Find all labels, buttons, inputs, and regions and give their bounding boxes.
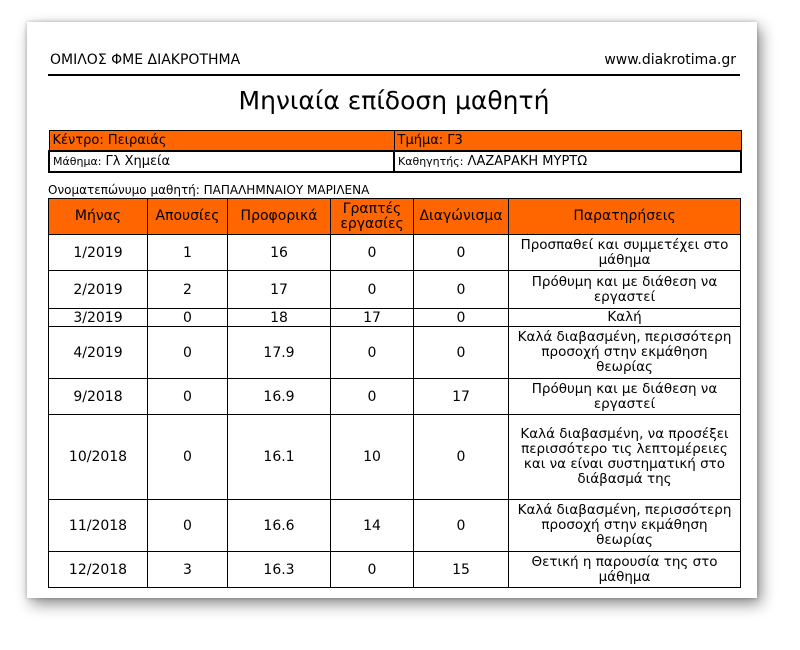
cell-oral: 16.9: [228, 379, 331, 415]
page-header: [48, 50, 738, 72]
cell-written: 17: [331, 309, 414, 327]
org-name: ΟΜΙΛΟΣ ΦΜΕ ΔΙΑΚΡΟΤΗΜΑ: [50, 52, 241, 68]
cell-notes: Προσπαθεί και συμμετέχει στο μάθημα: [509, 235, 741, 271]
cell-written: 14: [331, 500, 414, 552]
table-row: [49, 500, 741, 552]
page-title: Μηνιαία επίδοση μαθητή: [238, 86, 550, 115]
cell-absences: 0: [148, 379, 228, 415]
cell-absences: 0: [148, 500, 228, 552]
cell-test: 17: [414, 379, 509, 415]
student-name: Ονοματεπώνυμο μαθητή: ΠΑΠΑΛΗΜΝΑΙΟΥ ΜΑΡΙΛΕΝΑ: [48, 183, 370, 197]
cell-written: 0: [331, 327, 414, 379]
cell-month: 1/2019: [49, 235, 148, 271]
cell-test: 15: [414, 552, 509, 588]
website-link[interactable]: www.diakrotima.gr: [604, 52, 736, 68]
cell-oral: 16.3: [228, 552, 331, 588]
cell-test: 0: [414, 327, 509, 379]
table-row: [49, 271, 741, 309]
center-cell: Κέντρο: Πειραιάς: [49, 131, 394, 152]
cell-notes: Καλή: [509, 309, 741, 327]
cell-written: 0: [331, 552, 414, 588]
teacher-value: ΛΑΖΑΡΑΚΗ ΜΥΡΤΩ: [467, 154, 588, 169]
cell-test: 0: [414, 500, 509, 552]
cell-test: 0: [414, 235, 509, 271]
cell-notes: Πρόθυμη και με διάθεση να εργαστεί: [509, 271, 741, 309]
col-header-absences: Απουσίες: [148, 199, 228, 235]
cell-month: 4/2019: [49, 327, 148, 379]
teacher-cell: [394, 151, 741, 172]
cell-oral: 16.6: [228, 500, 331, 552]
cell-written: 0: [331, 271, 414, 309]
col-header-test: Διαγώνισμα: [414, 199, 509, 235]
cell-month: 10/2018: [49, 415, 148, 500]
teacher-label: Καθηγητής:: [398, 155, 464, 168]
cell-month: 9/2018: [49, 379, 148, 415]
col-header-month: Μήνας: [49, 199, 148, 235]
col-header-notes: Παρατηρήσεις: [509, 199, 741, 235]
subject-cell: [49, 151, 394, 172]
cell-oral: 18: [228, 309, 331, 327]
table-row: [49, 379, 741, 415]
cell-absences: 0: [148, 415, 228, 500]
cell-oral: 17: [228, 271, 331, 309]
header-divider: [48, 74, 740, 76]
cell-oral: 16.1: [228, 415, 331, 500]
cell-absences: 0: [148, 309, 228, 327]
cell-absences: 2: [148, 271, 228, 309]
cell-month: 3/2019: [49, 309, 148, 327]
department-cell: Τμήμα: Γ3: [394, 131, 741, 152]
cell-notes: Πρόθυμη και με διάθεση να εργαστεί: [509, 379, 741, 415]
cell-test: 0: [414, 271, 509, 309]
cell-written: 0: [331, 235, 414, 271]
table-header-row: [49, 199, 741, 235]
cell-notes: Καλά διαβασμένη, περισσότερη προσοχή στην εκμάθηση θεωρίας: [509, 500, 741, 552]
cell-notes: Καλά διαβασμένη, περισσότερη προσοχή στην εκμάθηση θεωρίας: [509, 327, 741, 379]
cell-month: 2/2019: [49, 271, 148, 309]
cell-test: 0: [414, 415, 509, 500]
cell-written: 0: [331, 379, 414, 415]
table-row: [49, 235, 741, 271]
cell-test: 0: [414, 309, 509, 327]
cell-absences: 0: [148, 327, 228, 379]
cell-oral: 17.9: [228, 327, 331, 379]
subject-label: Μάθημα:: [53, 155, 102, 168]
table-row: [49, 552, 741, 588]
table-row: [49, 415, 741, 500]
col-header-oral: Προφορικά: [228, 199, 331, 235]
cell-absences: 1: [148, 235, 228, 271]
subject-value: Γλ Χημεία: [105, 154, 171, 169]
performance-table: [48, 198, 741, 588]
cell-month: 11/2018: [49, 500, 148, 552]
table-row: [49, 309, 741, 327]
cell-month: 12/2018: [49, 552, 148, 588]
cell-written: 10: [331, 415, 414, 500]
info-table: [48, 130, 742, 173]
col-header-written: Γραπτές εργασίες: [331, 199, 414, 235]
cell-notes: Θετική η παρουσία της στο μάθημα: [509, 552, 741, 588]
table-row: [49, 327, 741, 379]
cell-oral: 16: [228, 235, 331, 271]
cell-notes: Καλά διαβασμένη, να προσέξει περισσότερο τις λεπτομέρειες και να είναι συστηματική στο διάβασμά της: [509, 415, 741, 500]
cell-absences: 3: [148, 552, 228, 588]
